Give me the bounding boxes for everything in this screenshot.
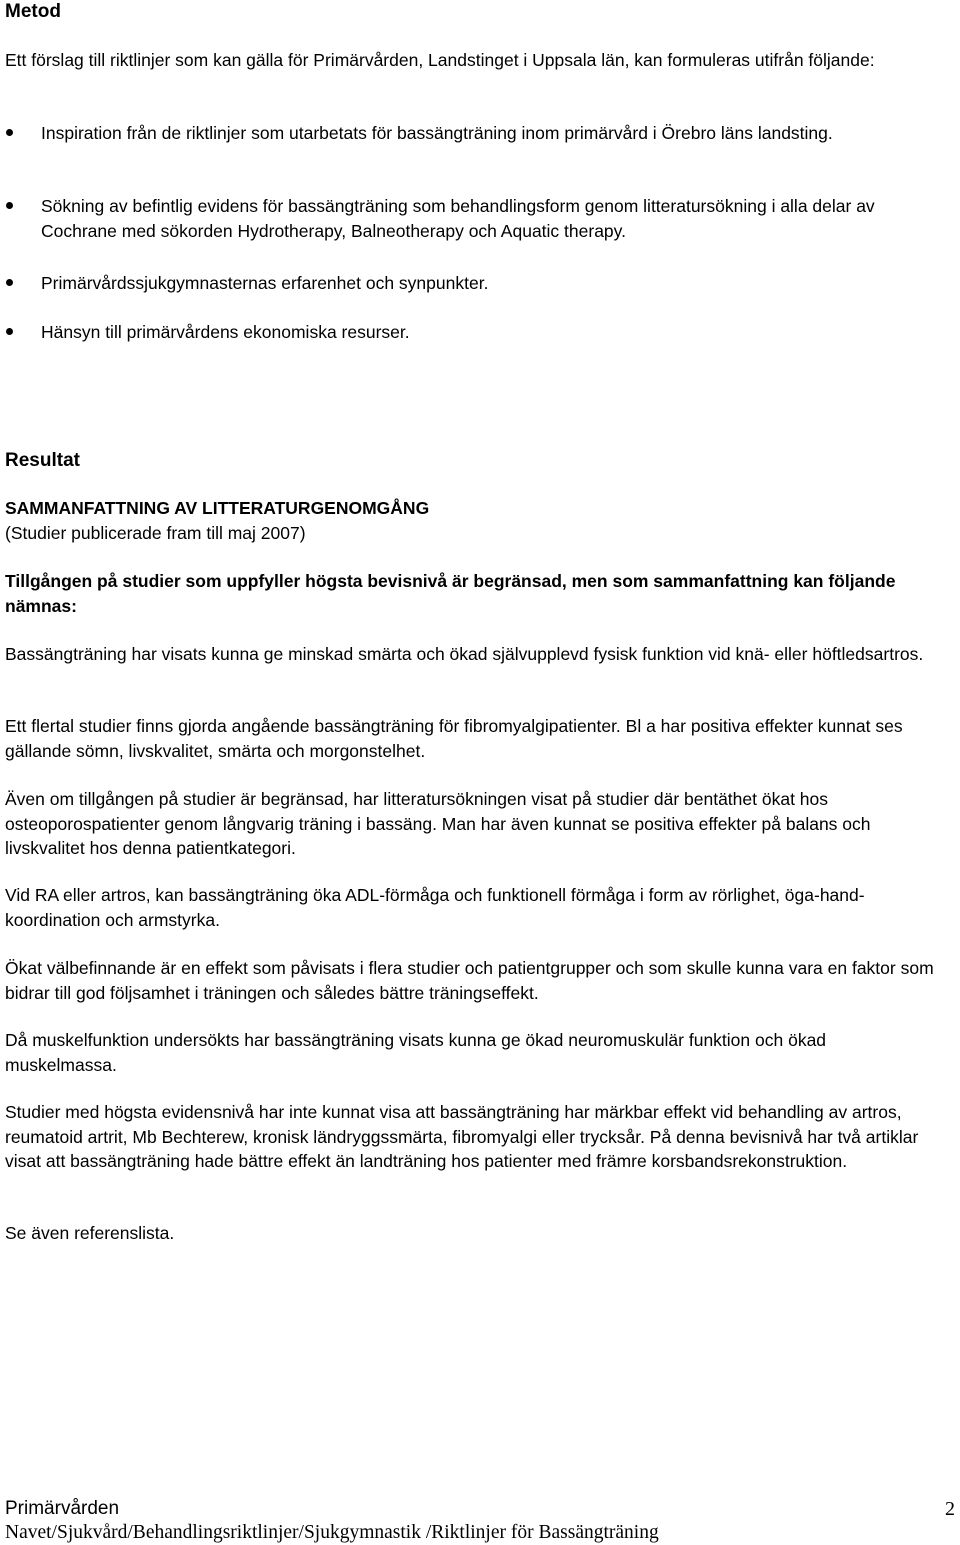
bullet-icon	[6, 129, 13, 136]
bullet-item	[5, 121, 955, 194]
bullet-text: Hänsyn till primärvårdens ekonomiska resurser.	[41, 322, 410, 342]
metod-heading: Metod	[5, 1, 61, 22]
bullet-icon	[6, 202, 13, 209]
page-number: 2	[945, 1498, 955, 1520]
bullet-text: Sökning av befintlig evidens för bassängträning som behandlingsform genom litteratursökning i alla delar av Cochrane med sökorden Hydrotherapy, Balneotherapy och Aquatic therapy.	[41, 196, 875, 241]
bullet-icon	[6, 328, 13, 335]
result-paragraph: Då muskelfunktion undersökts har bassängträning visats kunna ge ökad neuromuskulär funktion och ökad muskelmassa.	[5, 1030, 827, 1075]
result-paragraph: Ökat välbefinnande är en effekt som påvisats i flera studier och patientgrupper och som skulle kunna vara en faktor som bidrar till god följsamhet i träningen och således bättre träningseffekt.	[5, 958, 934, 1003]
result-paragraph: Ett flertal studier finns gjorda angående bassängträning för fibromyalgipatienter. Bl a har positiva effekter kunnat ses gällande sömn, livskvalitet, smärta och morgonstelhet.	[5, 716, 903, 761]
result-paragraph: Studier med högsta evidensnivå har inte kunnat visa att bassängträning har märkbar effekt vid behandling av artros, reumatoid artrit, Mb Bechterew, kronisk ländryggssmärta, fibromyalgi eller trycksår. På denna bevisnivå har två artiklar visat att bassängträning hade bättre effekt än landträning hos patienter med främre korsbandsrekonstruktion.	[5, 1102, 919, 1171]
bullet-icon	[6, 279, 13, 286]
summary-heading: SAMMANFATTNING AV LITTERATURGENOMGÅNG	[5, 498, 430, 518]
bullet-text: Primärvårdssjukgymnasternas erfarenhet och synpunkter.	[41, 273, 489, 293]
bullet-text: Inspiration från de riktlinjer som utarbetats för bassängträning inom primärvård i Örebro läns landsting.	[41, 123, 833, 143]
footer-path: Navet/Sjukvård/Behandlingsriktlinjer/Sjukgymnastik /Riktlinjer för Bassängträning	[5, 1522, 659, 1543]
footer-org: Primärvården	[5, 1498, 120, 1519]
result-paragraph: Även om tillgången på studier är begränsad, har litteratursökningen visat på studier där bentäthet ökat hos osteoporospatienter genom långvarig träning i bassäng. Man har även kunnat se positiva effekter på balans och livskvalitet hos denna patientkategori.	[5, 789, 871, 858]
result-paragraph: Bassängträning har visats kunna ge minskad smärta och ökad självupplevd fysisk funktion vid knä- eller höftledsartros.	[5, 644, 924, 664]
bullet-item	[5, 194, 955, 271]
result-paragraph: Se även referenslista.	[5, 1223, 175, 1243]
resultat-heading: Resultat	[5, 450, 80, 471]
bullet-item	[5, 320, 955, 345]
result-paragraph: Vid RA eller artros, kan bassängträning öka ADL-förmåga och funktionell förmåga i form av rörlighet, öga-hand-koordination och armstyrka.	[5, 885, 865, 930]
summary-note: (Studier publicerade fram till maj 2007)	[5, 523, 306, 543]
bullet-item	[5, 271, 955, 320]
metod-intro: Ett förslag till riktlinjer som kan gälla för Primärvården, Landstinget i Uppsala län, kan formuleras utifrån följande:	[5, 50, 875, 70]
summary-lead: Tillgången på studier som uppfyller högsta bevisnivå är begränsad, men som sammanfattning kan följande nämnas:	[5, 571, 896, 616]
metod-bullet-list	[5, 121, 955, 345]
